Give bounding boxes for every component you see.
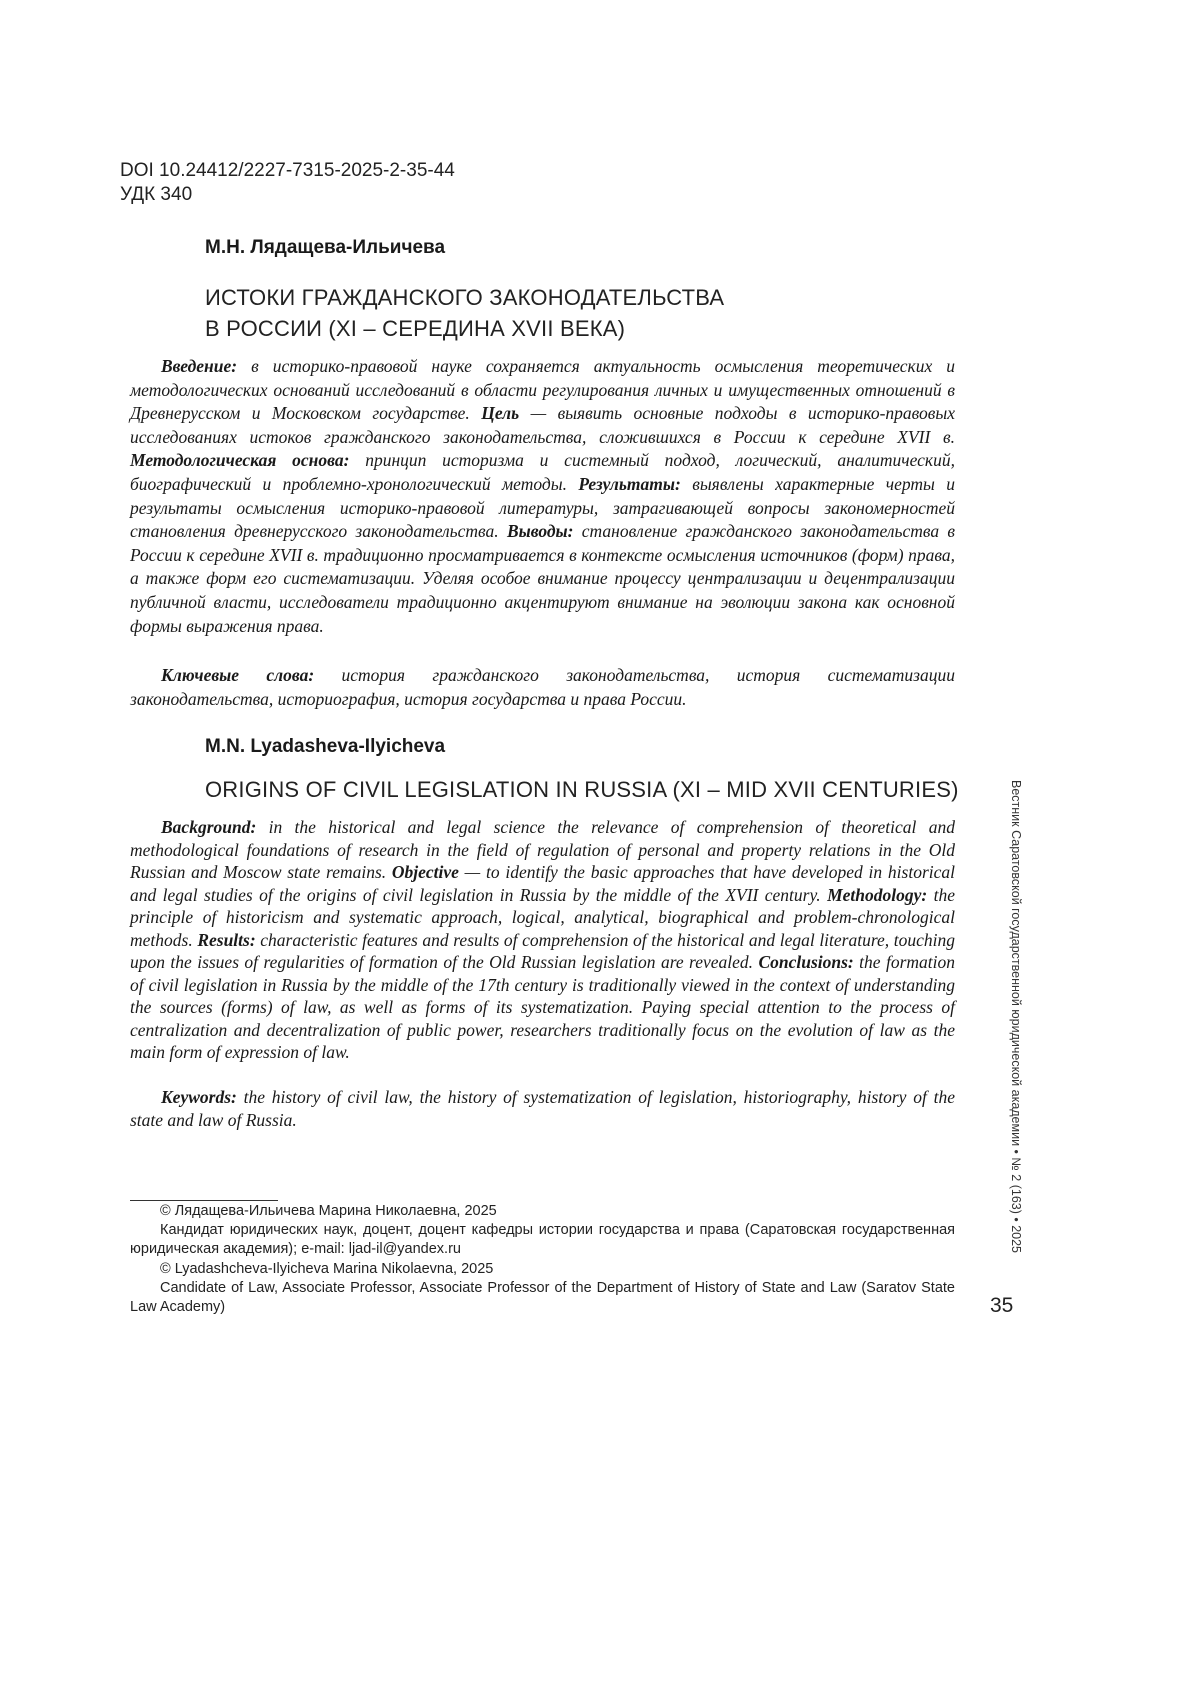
abstract-ru-text: выявлены характерные черты и результаты осмысления историко-правовой литературы, затрагивающей вопросы закономерностей становления древнерусского законодательства. <box>130 473 955 542</box>
footnote-ru-affiliation: Кандидат юридических наук, доцент, доцент кафедры истории государства и права (Саратовская государственная юридическая академия); e-mail: ljad-il@yandex.ru <box>130 1222 955 1258</box>
keywords-ru-label: Ключевые слова: <box>161 665 315 685</box>
abstract-en-text: in the historical and legal science the relevance of comprehension of theoretical and methodological foundations of research in the field of regulation of personal and property relations in the Old Russian and Moscow state remains. <box>130 817 955 882</box>
page-number: 35 <box>990 1294 1014 1317</box>
abstract-ru-label: Выводы: <box>506 521 574 542</box>
abstract-ru <box>130 355 955 638</box>
keywords-ru-text: история гражданского законодательства, история систематизации законодательства, историография, история государства и права России. <box>130 665 955 709</box>
footnote-en-affiliation: Candidate of Law, Associate Professor, Associate Professor of the Department of History of State and Law (Saratov State Law Academy) <box>130 1279 955 1316</box>
abstract-en-text: — to identify the basic approaches that have developed in historical and legal studies of the origins of civil legislation in Russia by the middle of the XVII century. <box>130 862 955 905</box>
title-ru <box>205 282 724 344</box>
abstract-en-label: Results: <box>197 929 256 950</box>
author-en: M.N. Lyadasheva-Ilyicheva <box>205 736 446 757</box>
abstract-en-label: Background: <box>161 817 257 837</box>
keywords-en <box>130 1086 955 1131</box>
udk: УДК 340 <box>120 184 193 205</box>
doi: DOI 10.24412/2227-7315-2025-2-35-44 <box>120 160 455 181</box>
abstract-en-label: Methodology: <box>827 884 928 905</box>
footnote-ru-copyright: © Лядащева-Ильичева Марина Николаевна, 2025 <box>160 1203 497 1219</box>
keywords-ru <box>130 664 955 711</box>
title-en: ORIGINS OF CIVIL LEGISLATION IN RUSSIA (XI – MID XVII CENTURIES) <box>205 777 959 802</box>
abstract-en-text: the formation of civil legislation in Russia by the middle of the 17th century is traditionally viewed in the context of understanding the sources (forms) of law, as well as forms of its systematization. Paying special attention to the process of centralization and decentralization of public power, researchers traditionally focus on the evolution of law as the main form of expression of law. <box>130 952 955 1062</box>
abstract-en-text: characteristic features and results of comprehension of the historical and legal literature, touching upon the issues of regularities of formation of the Old Russian legislation are revealed. <box>130 929 955 972</box>
title-ru-line2: В РОССИИ (XI – СЕРЕДИНА XVII ВЕКА) <box>205 316 626 341</box>
title-ru-line1: ИСТОКИ ГРАЖДАНСКОГО ЗАКОНОДАТЕЛЬСТВА <box>205 285 725 310</box>
running-head: Вестник Саратовской государственной юридической академии • № 2 (163) • 2025 <box>1009 780 1023 1254</box>
abstract-ru-text: в историко-правовой науке сохраняется актуальность осмысления теоретических и методологических оснований исследований в области регулирования личных и имущественных отношений в Древнерусском и Московском государстве. <box>130 356 955 424</box>
keywords-en-label: Keywords: <box>161 1087 237 1107</box>
abstract-en-label: Objective <box>391 862 459 882</box>
abstract-en-text: the principle of historicism and systematic approach, logical, analytical, biographical and problem-chronological methods. <box>130 884 956 950</box>
abstract-ru-text: — выявить основные подходы в историко-правовых исследованиях истоков гражданского законодательства, сложившихся в России к середине XVII в. <box>130 403 956 447</box>
footnote-en-copyright: © Lyadashcheva-Ilyicheva Marina Nikolaevna, 2025 <box>160 1260 494 1277</box>
abstract-ru-label: Цель <box>481 403 520 424</box>
footnotes <box>130 1202 955 1317</box>
abstract-en <box>130 816 955 1064</box>
author-ru: М.Н. Лядащева-Ильичева <box>205 237 446 258</box>
abstract-ru-label: Результаты: <box>578 473 681 494</box>
abstract-ru-text: принцип историзма и системный подход, логический, аналитический, биографический и проблемно-хронологический методы. <box>130 450 955 494</box>
abstract-ru-label: Методологическая основа: <box>130 450 350 471</box>
abstract-en-label: Conclusions: <box>758 952 854 972</box>
keywords-en-text: the history of civil law, the history of systematization of legislation, historiography, history of the state and law of Russia. <box>130 1087 955 1130</box>
footnote-divider <box>130 1200 278 1201</box>
abstract-ru-text: становление гражданского законодательства в России к середине XVII в. традиционно просматривается в контексте осмысления источников (форм) права, а также форм его систематизации. Уделяя особое внимание процессу централизации и децентрализации публичной власти, исследователи традиционно акцентируют внимание на эволюции закона как основной формы выражения права. <box>130 521 955 636</box>
abstract-ru-label: Введение: <box>161 356 238 376</box>
